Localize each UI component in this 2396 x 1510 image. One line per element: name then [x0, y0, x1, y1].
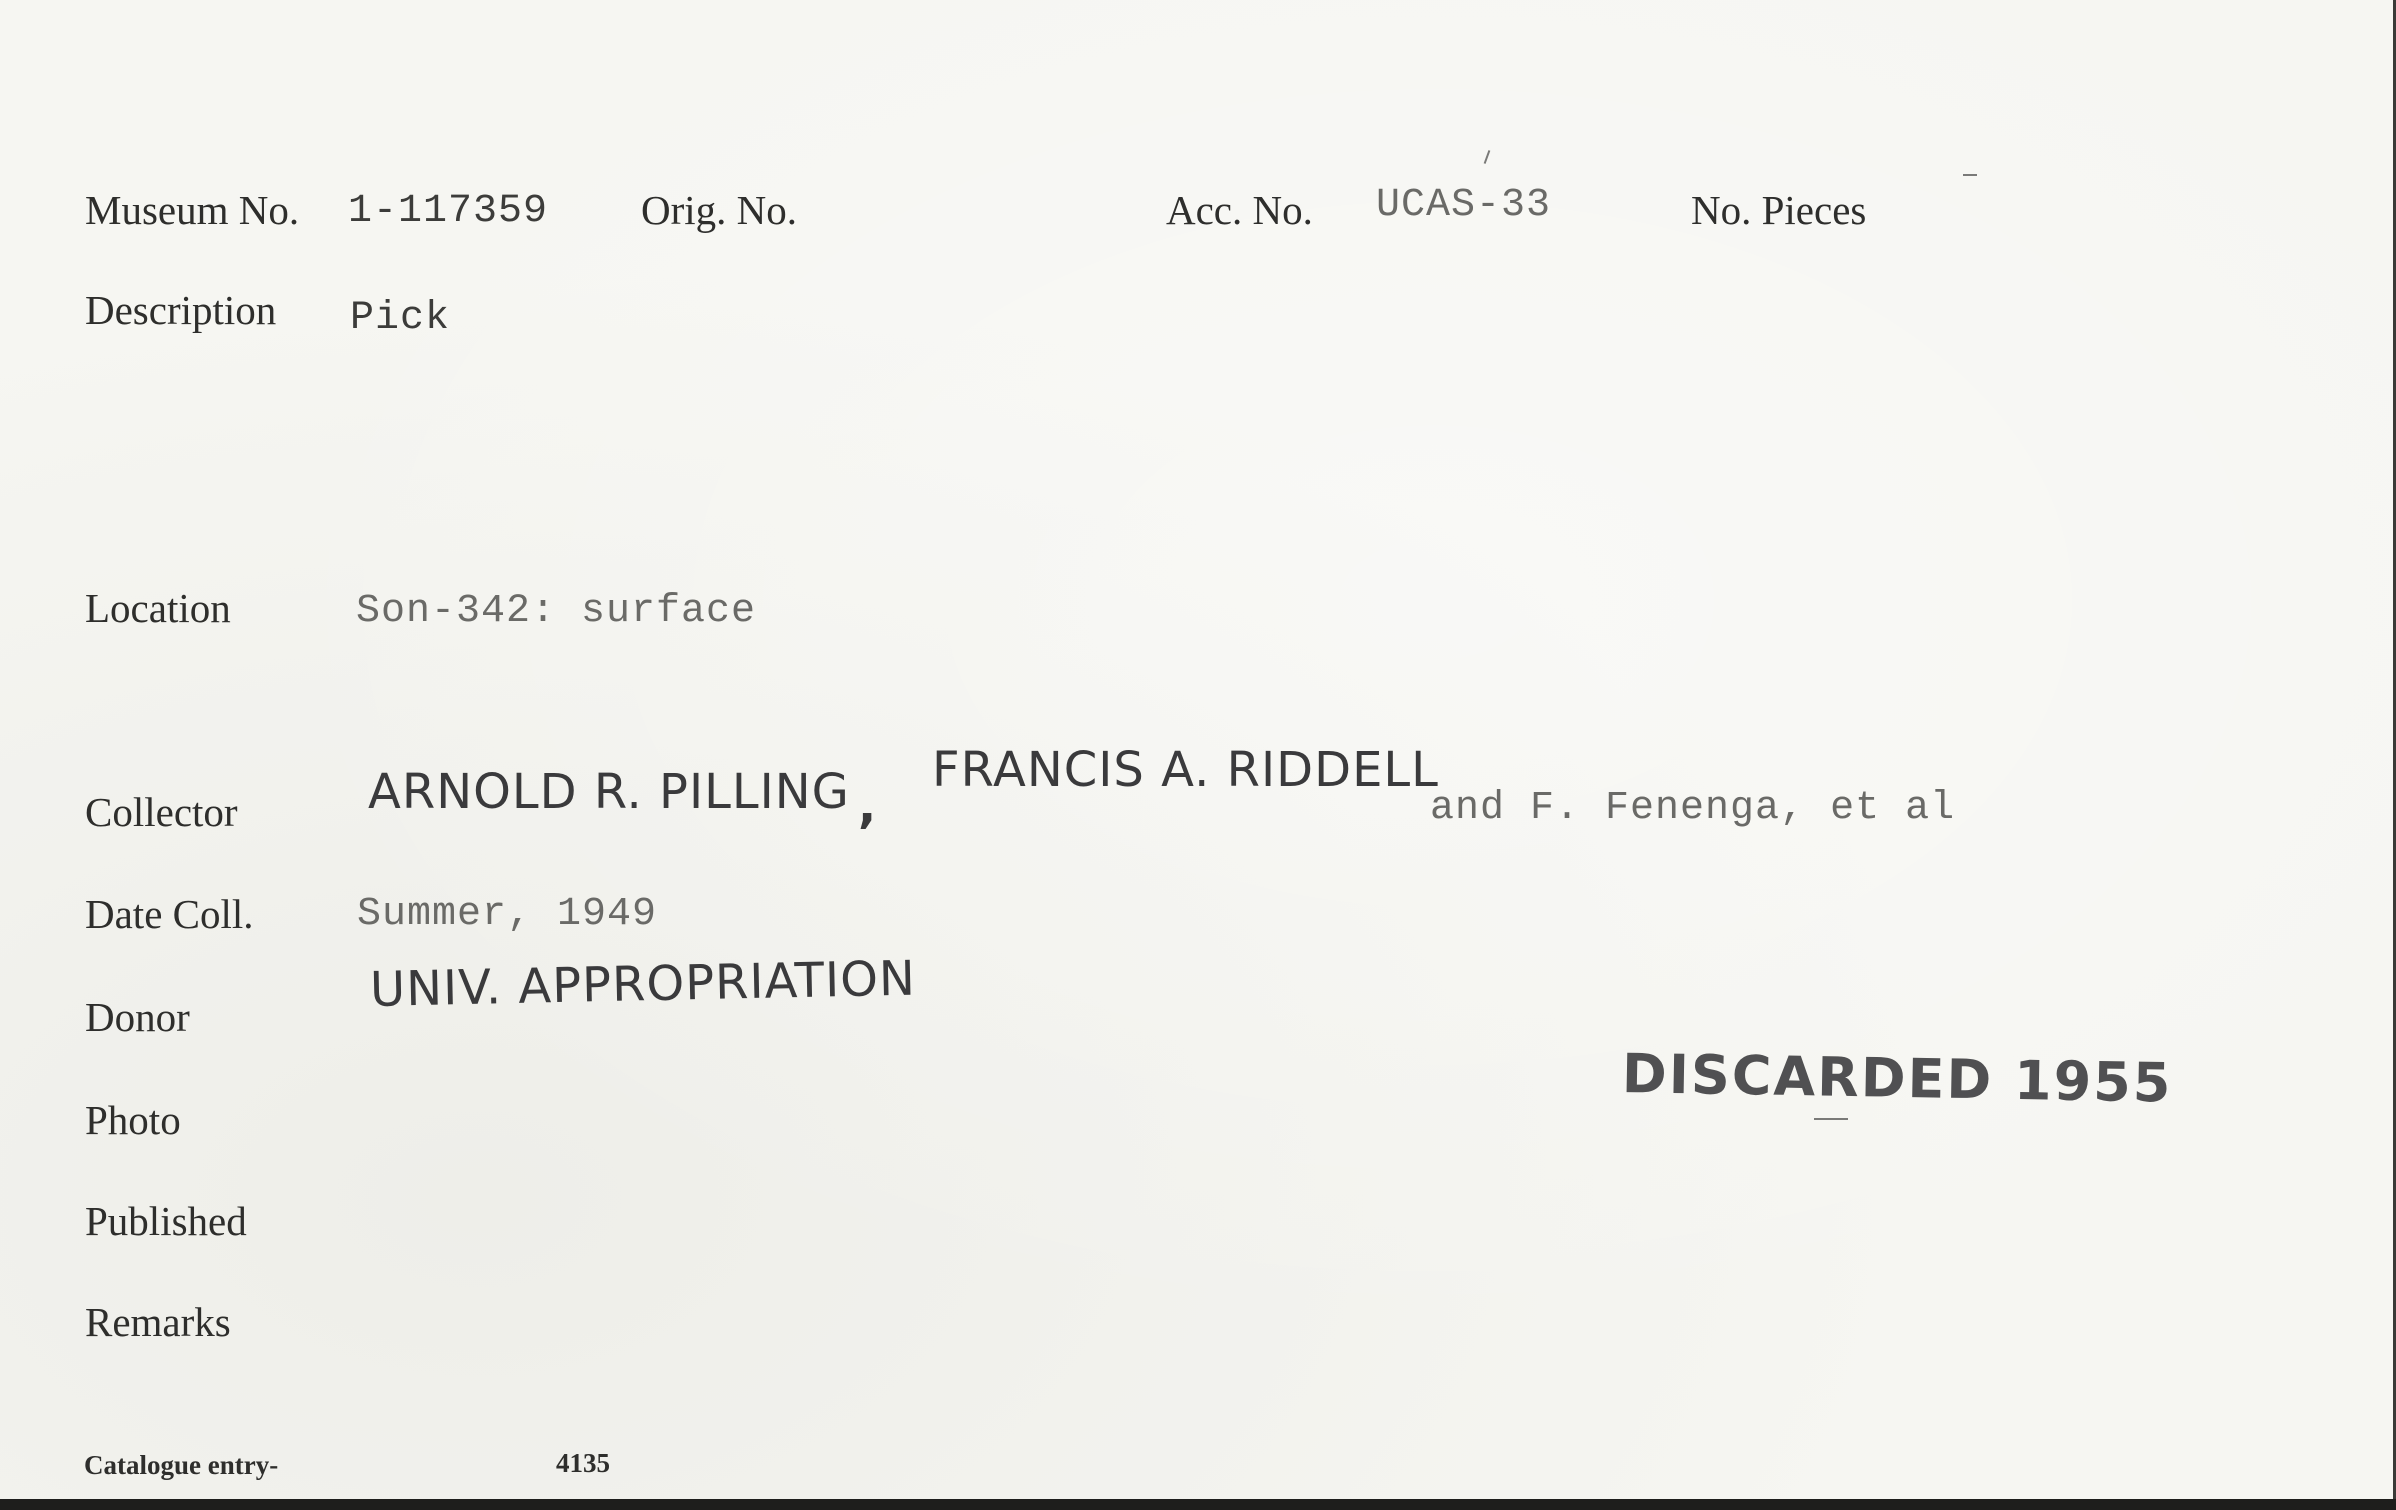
acc-no-value: UCAS-33 [1376, 183, 1552, 228]
stray-mark [1484, 150, 1491, 164]
donor-stamp: UNIV. APPROPRIATION [369, 950, 917, 1018]
orig-no-label: Orig. No. [641, 187, 798, 233]
stamp-underline-mark [1814, 1118, 1848, 1120]
collector-stamp-riddell: FRANCIS A. RIDDELL [932, 742, 1439, 798]
location-value: Son-342: surface [356, 589, 757, 634]
catalogue-entry-label: Catalogue entry- [84, 1450, 279, 1480]
collector-typed-others: and F. Fenenga, et al [1430, 786, 1956, 831]
description-label: Description [85, 287, 277, 333]
remarks-label: Remarks [85, 1299, 231, 1345]
date-coll-label: Date Coll. [85, 891, 254, 937]
donor-label: Donor [85, 994, 190, 1040]
catalogue-entry-value: 4135 [556, 1448, 610, 1478]
discarded-stamp: DISCARDED 1955 [1621, 1042, 2173, 1115]
museum-no-label: Museum No. [85, 187, 300, 233]
photo-label: Photo [85, 1097, 181, 1143]
stray-dash [1963, 174, 1977, 176]
location-label: Location [85, 585, 231, 631]
card-edge-bottom [0, 1499, 2396, 1510]
date-coll-value: Summer, 1949 [357, 892, 658, 937]
acc-no-label: Acc. No. [1166, 187, 1313, 233]
no-pieces-label: No. Pieces [1691, 187, 1867, 233]
description-value: Pick [350, 296, 451, 341]
published-label: Published [85, 1198, 247, 1244]
collector-stamp-pilling: ARNOLD R. PILLING [368, 764, 850, 820]
collector-comma: , [858, 778, 878, 834]
collector-label: Collector [85, 789, 238, 835]
museum-no-value: 1-117359 [348, 189, 549, 234]
